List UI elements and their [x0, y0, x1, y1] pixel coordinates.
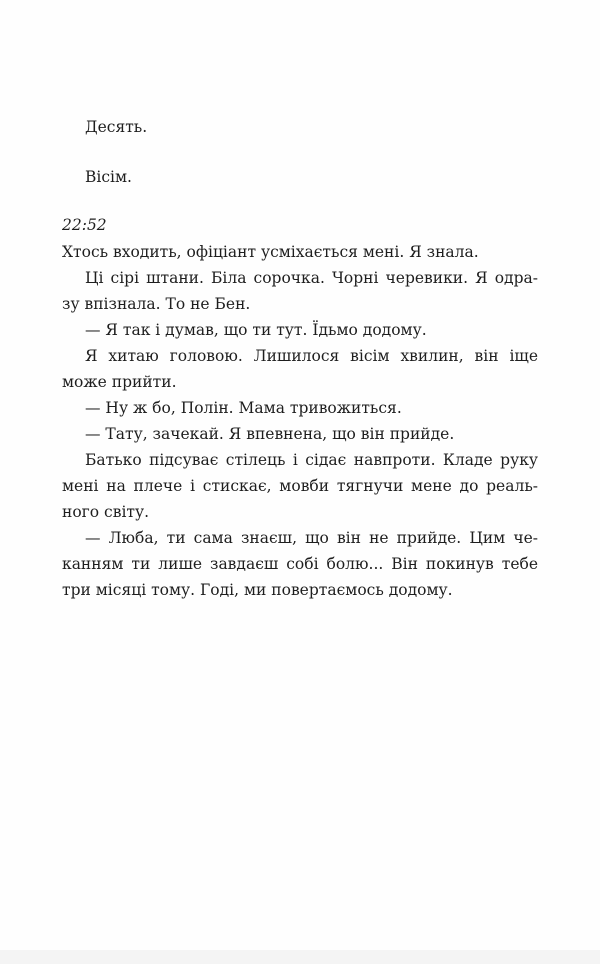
text-line: канням ти лише завдаєш собі болю... Він покинув тебе [62, 555, 538, 573]
page-bottom-edge [0, 950, 600, 964]
text-line: — Ну ж бо, Полін. Мама тривожиться. [85, 399, 402, 417]
text-line: — Люба, ти сама знаєш, що він не прийде. Цим че- [85, 529, 538, 547]
countdown-line: Вісім. [85, 168, 132, 186]
text-line: три місяці тому. Годі, ми повертаємось додому. [62, 581, 453, 599]
text-line: Ці сірі штани. Біла сорочка. Чорні черевики. Я одра- [85, 269, 538, 287]
text-line: зу впізнала. То не Бен. [62, 295, 251, 313]
timestamp: 22:52 [62, 216, 107, 234]
text-line: Хтось входить, офіціант усміхається мені. Я знала. [62, 243, 479, 261]
text-line: мені на плече і стискає, мовби тягнучи мене до реаль- [62, 477, 538, 495]
text-line: Я хитаю головою. Лишилося вісім хвилин, він іще [85, 347, 538, 365]
text-line: — Тату, зачекай. Я впевнена, що він прийде. [85, 425, 455, 443]
text-line: Батько підсуває стілець і сідає навпроти. Кладе руку [85, 451, 538, 469]
text-line: може прийти. [62, 373, 177, 391]
countdown-line: Десять. [85, 118, 148, 136]
text-line: — Я так і думав, що ти тут. Їдьмо додому. [85, 321, 427, 339]
text-line: ного світу. [62, 503, 150, 521]
